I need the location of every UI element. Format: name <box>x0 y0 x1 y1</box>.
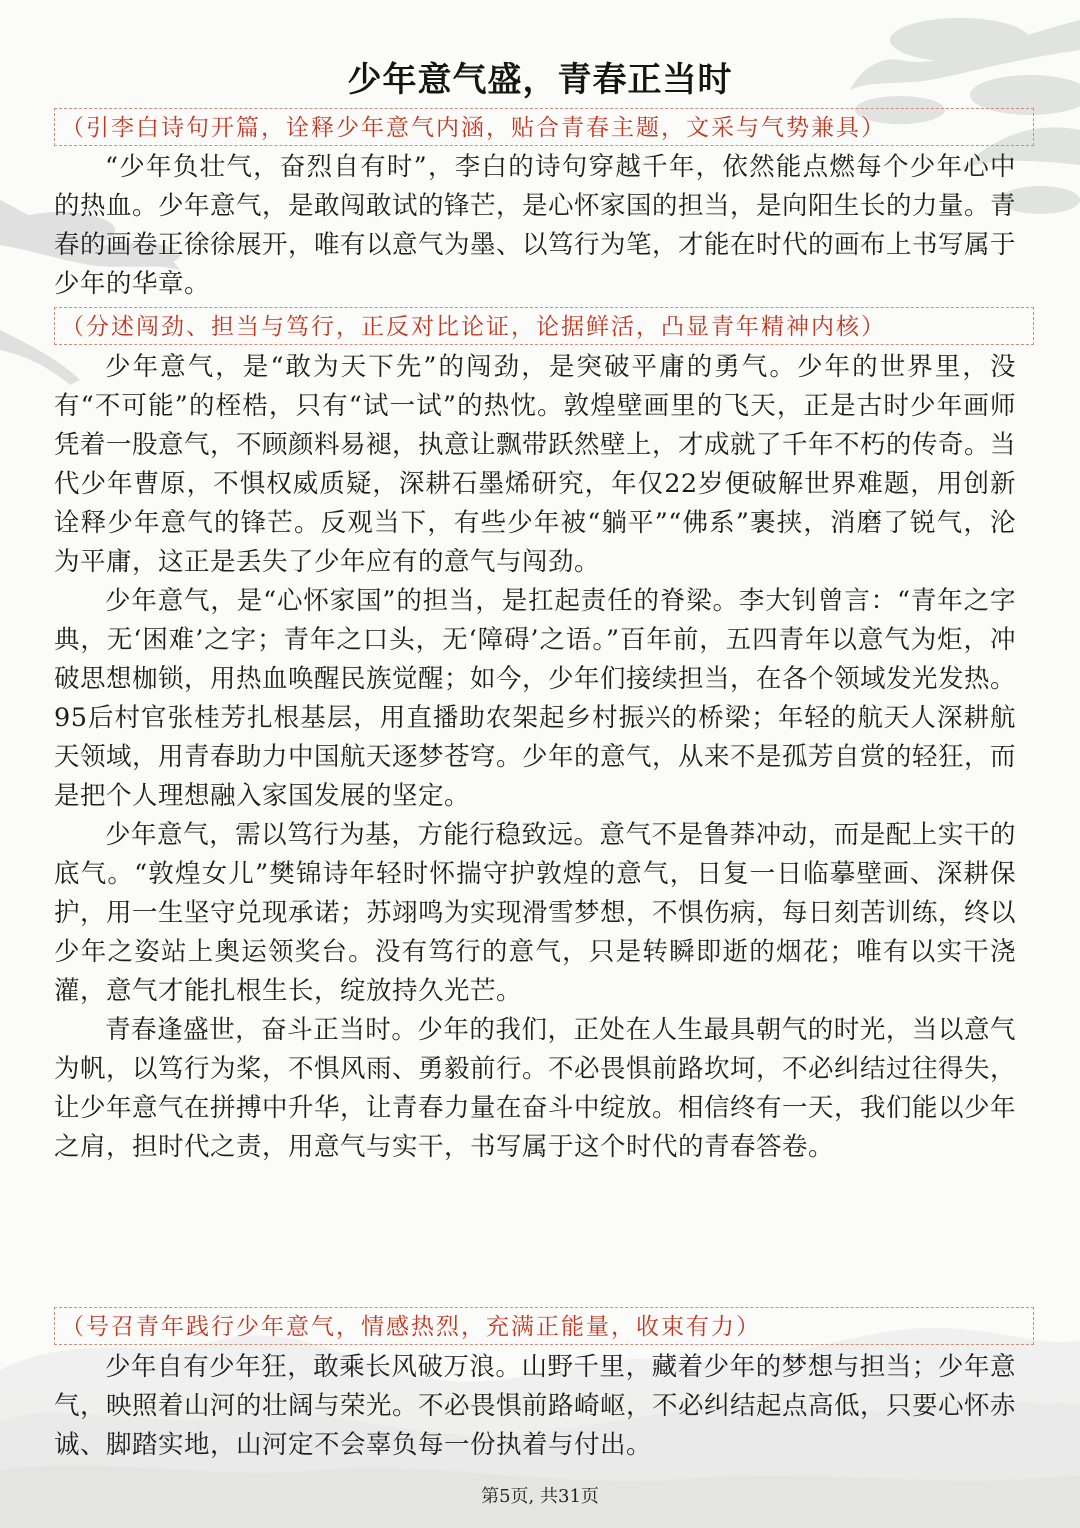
paragraph: 少年自有少年狂，敢乘长风破万浪。山野千里，藏着少年的梦想与担当；少年意气，映照着山河的壮阔与荣光。不必畏惧前路崎岖，不必纠结起点高低，只要心怀赤诚、脚踏实地，山河定不会辜负每一份执着与付出。 <box>54 1352 1017 1460</box>
paragraph: “少年负壮气，奋烈自有时”，李白的诗句穿越千年，依然能点燃每个少年心中的热血。少年意气，是敢闯敢试的锋芒，是心怀家国的担当，是向阳生长的力量。青春的画卷正徐徐展开，唯有以意气为墨、以笃行为笔，才能在时代的画布上书写属于少年的华章。 <box>54 152 1017 299</box>
paragraph: 少年意气，是“敢为天下先”的闯劲，是突破平庸的勇气。少年的世界里，没有“不可能”的桎梏，只有“试一试”的热忱。敦煌壁画里的飞天，正是古时少年画师凭着一股意气，不顾颜料易褪，执意让飘带跃然壁上，才成就了千年不朽的传奇。当代少年曹原，不惧权威质疑，深耕石墨烯研究，年仅22岁便破解世界难题，用创新诠释少年意气的锋芒。反观当下，有些少年被“躺平”“佛系”裹挟，消磨了锐气，沦为平庸，这正是丢失了少年应有的意气与闯劲。 <box>54 352 1017 577</box>
body-section <box>54 348 1016 1167</box>
paragraph: 少年意气，是“心怀家国”的担当，是扛起责任的脊梁。李大钊曾言：“青年之字典，无‘困难’之字；青年之口头，无‘障碍’之语。”百年前，五四青年以意气为炬，冲破思想枷锁，用热血唤醒民族觉醒；如今，少年们接续担当，在各个领域发光发热。95后村官张桂芳扎根基层，用直播助农架起乡村振兴的桥梁；年轻的航天人深耕航天领域，用青春助力中国航天逐梦苍穹。少年的意气，从来不是孤芳自赏的轻狂，而是把个人理想融入家国发展的坚定。 <box>54 586 1017 811</box>
conclusion-section <box>54 1348 1016 1465</box>
annotation-conclusion: （号召青年践行少年意气，情感热烈，充满正能量，收束有力） <box>54 1307 1034 1345</box>
annotation-intro: （引李白诗句开篇，诠释少年意气内涵，贴合青春主题，文采与气势兼具） <box>54 108 1034 146</box>
intro-section <box>54 148 1016 304</box>
essay-title: 少年意气盛，青春正当时 <box>347 60 733 100</box>
paragraph: 少年意气，需以笃行为基，方能行稳致远。意气不是鲁莽冲动，而是配上实干的底气。“敦煌女儿”樊锦诗年轻时怀揣守护敦煌的意气，日复一日临摹壁画、深耕保护，用一生坚守兑现承诺；苏翊鸣为实现滑雪梦想，不惧伤病，每日刻苦训练，终以少年之姿站上奥运领奖台。没有笃行的意气，只是转瞬即逝的烟花；唯有以实干浇灌，意气才能扎根生长，绽放持久光芒。 <box>54 820 1017 1006</box>
paragraph: 青春逢盛世，奋斗正当时。少年的我们，正处在人生最具朝气的时光，当以意气为帆，以笃行为桨，不惧风雨、勇毅前行。不必畏惧前路坎坷，不必纠结过往得失，让少年意气在拼搏中升华，让青春力量在奋斗中绽放。相信终有一天，我们能以少年之肩，担时代之责，用意气与实干，书写属于这个时代的青春答卷。 <box>54 1015 1017 1162</box>
page-number: 第5页, 共31页 <box>481 1486 599 1507</box>
annotation-body: （分述闯劲、担当与笃行，正反对比论证，论据鲜活，凸显青年精神内核） <box>54 307 1034 345</box>
